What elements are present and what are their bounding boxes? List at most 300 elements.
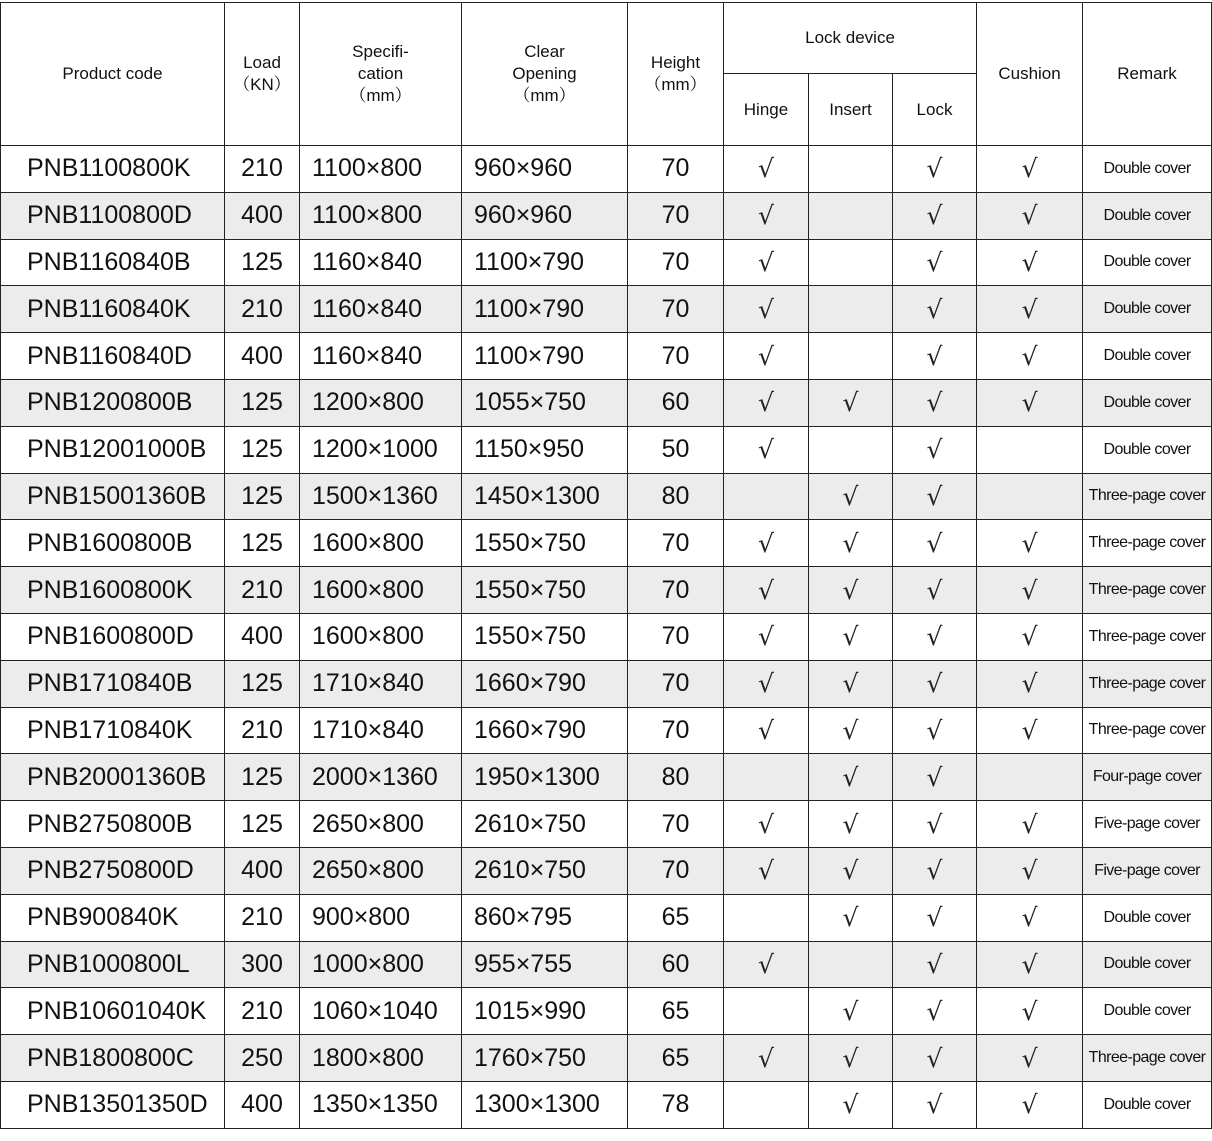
clear-opening-cell: 860×795 — [462, 894, 628, 941]
height-cell: 70 — [628, 239, 724, 286]
header-insert: Insert — [809, 74, 893, 146]
cushion-check-cell — [977, 520, 1083, 567]
remark-cell: Three-page cover — [1083, 520, 1212, 567]
hinge-check-cell — [724, 333, 809, 380]
product-code-cell: PNB1100800D — [1, 192, 225, 239]
lock-check-cell — [893, 473, 977, 520]
remark-cell: Four-page cover — [1083, 754, 1212, 801]
cushion-check-cell — [977, 379, 1083, 426]
table-row — [1, 613, 1212, 660]
specification-cell: 1710×840 — [300, 707, 462, 754]
insert-check-cell — [809, 333, 893, 380]
specification-cell: 2650×800 — [300, 801, 462, 848]
lock-check-cell — [893, 239, 977, 286]
header-cushion: Cushion — [977, 3, 1083, 146]
table-row — [1, 192, 1212, 239]
cushion-check-cell — [977, 801, 1083, 848]
table-body — [1, 146, 1212, 1129]
hinge-check-cell — [724, 520, 809, 567]
specification-cell: 1200×800 — [300, 379, 462, 426]
height-cell: 70 — [628, 567, 724, 614]
hinge-check-cell — [724, 1035, 809, 1082]
insert-check-cell — [809, 754, 893, 801]
load-cell: 400 — [225, 333, 300, 380]
specification-cell: 1060×1040 — [300, 988, 462, 1035]
table-row — [1, 333, 1212, 380]
specification-cell: 1100×800 — [300, 146, 462, 193]
table-row — [1, 707, 1212, 754]
check-mark-icon: √ — [1021, 809, 1038, 839]
product-code-cell: PNB1000800L — [1, 941, 225, 988]
check-mark-icon: √ — [842, 903, 859, 933]
lock-check-cell — [893, 192, 977, 239]
height-cell: 70 — [628, 286, 724, 333]
lock-check-cell — [893, 1081, 977, 1128]
clear-opening-cell: 1100×790 — [462, 286, 628, 333]
clear-opening-cell: 1950×1300 — [462, 754, 628, 801]
height-cell: 70 — [628, 801, 724, 848]
check-mark-icon: √ — [1021, 201, 1038, 231]
table-row — [1, 473, 1212, 520]
clear-opening-cell: 1550×750 — [462, 567, 628, 614]
load-cell: 210 — [225, 146, 300, 193]
check-mark-icon: √ — [926, 903, 943, 933]
load-cell: 125 — [225, 801, 300, 848]
check-mark-icon: √ — [1021, 949, 1038, 979]
check-mark-icon: √ — [926, 949, 943, 979]
clear-opening-cell: 1100×790 — [462, 333, 628, 380]
remark-cell: Double cover — [1083, 988, 1212, 1035]
check-mark-icon: √ — [842, 1043, 859, 1073]
lock-check-cell — [893, 988, 977, 1035]
insert-check-cell — [809, 146, 893, 193]
clear-opening-cell: 960×960 — [462, 192, 628, 239]
clear-opening-cell: 1760×750 — [462, 1035, 628, 1082]
clear-opening-cell: 1660×790 — [462, 660, 628, 707]
product-code-cell: PNB1160840D — [1, 333, 225, 380]
cushion-check-cell — [977, 239, 1083, 286]
load-cell: 210 — [225, 894, 300, 941]
check-mark-icon: √ — [842, 622, 859, 652]
remark-cell: Three-page cover — [1083, 613, 1212, 660]
remark-cell: Double cover — [1083, 1081, 1212, 1128]
check-mark-icon: √ — [926, 1043, 943, 1073]
load-cell: 125 — [225, 379, 300, 426]
product-code-cell: PNB20001360B — [1, 754, 225, 801]
load-cell: 210 — [225, 286, 300, 333]
header-clear-opening: Clear Opening （mm） — [462, 3, 628, 146]
check-mark-icon: √ — [926, 1090, 943, 1120]
height-cell: 70 — [628, 613, 724, 660]
check-mark-icon: √ — [758, 715, 774, 745]
specification-cell: 1000×800 — [300, 941, 462, 988]
hinge-check-cell — [724, 707, 809, 754]
table-row — [1, 754, 1212, 801]
insert-check-cell — [809, 286, 893, 333]
check-mark-icon: √ — [758, 341, 774, 371]
product-code-cell: PNB1710840B — [1, 660, 225, 707]
height-cell: 65 — [628, 988, 724, 1035]
hinge-check-cell — [724, 754, 809, 801]
check-mark-icon: √ — [842, 575, 859, 605]
specification-cell: 900×800 — [300, 894, 462, 941]
remark-cell: Double cover — [1083, 146, 1212, 193]
height-cell: 70 — [628, 192, 724, 239]
check-mark-icon: √ — [842, 715, 859, 745]
check-mark-icon: √ — [758, 201, 774, 231]
remark-cell: Double cover — [1083, 379, 1212, 426]
specification-cell: 1800×800 — [300, 1035, 462, 1082]
table-row — [1, 567, 1212, 614]
header-hinge: Hinge — [724, 74, 809, 146]
check-mark-icon: √ — [926, 715, 943, 745]
check-mark-icon: √ — [926, 388, 943, 418]
table-row — [1, 286, 1212, 333]
remark-cell: Three-page cover — [1083, 660, 1212, 707]
load-cell: 400 — [225, 613, 300, 660]
insert-check-cell — [809, 1035, 893, 1082]
product-code-cell: PNB1800800C — [1, 1035, 225, 1082]
load-cell: 210 — [225, 707, 300, 754]
check-mark-icon: √ — [842, 1090, 859, 1120]
header-height: Height （mm） — [628, 3, 724, 146]
cushion-check-cell — [977, 613, 1083, 660]
check-mark-icon: √ — [758, 669, 774, 699]
height-cell: 60 — [628, 941, 724, 988]
hinge-check-cell — [724, 286, 809, 333]
clear-opening-cell: 1300×1300 — [462, 1081, 628, 1128]
insert-check-cell — [809, 613, 893, 660]
check-mark-icon: √ — [842, 388, 859, 418]
remark-cell: Three-page cover — [1083, 567, 1212, 614]
clear-opening-cell: 1015×990 — [462, 988, 628, 1035]
specification-cell: 1160×840 — [300, 239, 462, 286]
table-row — [1, 426, 1212, 473]
hinge-check-cell — [724, 473, 809, 520]
clear-opening-cell: 1150×950 — [462, 426, 628, 473]
insert-check-cell — [809, 894, 893, 941]
check-mark-icon: √ — [842, 669, 859, 699]
cushion-check-cell — [977, 660, 1083, 707]
check-mark-icon: √ — [926, 575, 943, 605]
cushion-check-cell — [977, 473, 1083, 520]
remark-cell: Five-page cover — [1083, 801, 1212, 848]
lock-check-cell — [893, 426, 977, 473]
product-code-cell: PNB2750800D — [1, 847, 225, 894]
check-mark-icon: √ — [926, 435, 943, 465]
load-cell: 125 — [225, 473, 300, 520]
hinge-check-cell — [724, 567, 809, 614]
hinge-check-cell — [724, 613, 809, 660]
height-cell: 65 — [628, 894, 724, 941]
load-cell: 400 — [225, 192, 300, 239]
header-lock-device: Lock device — [724, 3, 977, 74]
check-mark-icon: √ — [1021, 622, 1038, 652]
load-cell: 300 — [225, 941, 300, 988]
insert-check-cell — [809, 660, 893, 707]
check-mark-icon: √ — [926, 528, 943, 558]
table-row — [1, 894, 1212, 941]
insert-check-cell — [809, 567, 893, 614]
cushion-check-cell — [977, 192, 1083, 239]
specification-cell: 1710×840 — [300, 660, 462, 707]
lock-check-cell — [893, 941, 977, 988]
check-mark-icon: √ — [1021, 856, 1038, 886]
product-code-cell: PNB1710840K — [1, 707, 225, 754]
remark-cell: Double cover — [1083, 894, 1212, 941]
header-load: Load （KN） — [225, 3, 300, 146]
insert-check-cell — [809, 192, 893, 239]
insert-check-cell — [809, 1081, 893, 1128]
hinge-check-cell — [724, 660, 809, 707]
specification-cell: 1600×800 — [300, 520, 462, 567]
check-mark-icon: √ — [842, 809, 859, 839]
remark-cell: Double cover — [1083, 239, 1212, 286]
height-cell: 70 — [628, 520, 724, 567]
check-mark-icon: √ — [1021, 388, 1038, 418]
hinge-check-cell — [724, 239, 809, 286]
product-code-cell: PNB900840K — [1, 894, 225, 941]
load-cell: 250 — [225, 1035, 300, 1082]
table-row — [1, 988, 1212, 1035]
check-mark-icon: √ — [758, 856, 774, 886]
clear-opening-cell: 2610×750 — [462, 847, 628, 894]
cushion-check-cell — [977, 988, 1083, 1035]
specification-cell: 1100×800 — [300, 192, 462, 239]
clear-opening-cell: 1550×750 — [462, 520, 628, 567]
table-row — [1, 146, 1212, 193]
lock-check-cell — [893, 894, 977, 941]
table-row — [1, 660, 1212, 707]
specification-cell: 1600×800 — [300, 567, 462, 614]
check-mark-icon: √ — [1021, 715, 1038, 745]
lock-check-cell — [893, 613, 977, 660]
clear-opening-cell: 1660×790 — [462, 707, 628, 754]
product-code-cell: PNB1200800B — [1, 379, 225, 426]
cushion-check-cell — [977, 146, 1083, 193]
insert-check-cell — [809, 520, 893, 567]
lock-check-cell — [893, 286, 977, 333]
height-cell: 50 — [628, 426, 724, 473]
check-mark-icon: √ — [926, 762, 943, 792]
product-code-cell: PNB10601040K — [1, 988, 225, 1035]
table-row — [1, 847, 1212, 894]
check-mark-icon: √ — [758, 388, 774, 418]
check-mark-icon: √ — [1021, 341, 1038, 371]
check-mark-icon: √ — [758, 435, 774, 465]
insert-check-cell — [809, 847, 893, 894]
lock-check-cell — [893, 520, 977, 567]
specification-cell: 1350×1350 — [300, 1081, 462, 1128]
check-mark-icon: √ — [926, 669, 943, 699]
check-mark-icon: √ — [926, 622, 943, 652]
check-mark-icon: √ — [842, 996, 859, 1026]
remark-cell: Double cover — [1083, 192, 1212, 239]
insert-check-cell — [809, 379, 893, 426]
specification-cell: 2000×1360 — [300, 754, 462, 801]
specification-cell: 1500×1360 — [300, 473, 462, 520]
hinge-check-cell — [724, 379, 809, 426]
check-mark-icon: √ — [926, 341, 943, 371]
check-mark-icon: √ — [842, 856, 859, 886]
check-mark-icon: √ — [758, 809, 774, 839]
check-mark-icon: √ — [926, 481, 943, 511]
remark-cell: Five-page cover — [1083, 847, 1212, 894]
check-mark-icon: √ — [758, 528, 774, 558]
insert-check-cell — [809, 707, 893, 754]
hinge-check-cell — [724, 988, 809, 1035]
product-code-cell: PNB1600800D — [1, 613, 225, 660]
height-cell: 70 — [628, 847, 724, 894]
clear-opening-cell: 2610×750 — [462, 801, 628, 848]
specification-cell: 1600×800 — [300, 613, 462, 660]
product-code-cell: PNB1100800K — [1, 146, 225, 193]
clear-opening-cell: 960×960 — [462, 146, 628, 193]
height-cell: 80 — [628, 473, 724, 520]
check-mark-icon: √ — [1021, 294, 1038, 324]
hinge-check-cell — [724, 426, 809, 473]
lock-check-cell — [893, 707, 977, 754]
lock-check-cell — [893, 801, 977, 848]
insert-check-cell — [809, 801, 893, 848]
specification-cell: 2650×800 — [300, 847, 462, 894]
load-cell: 400 — [225, 847, 300, 894]
table-row — [1, 239, 1212, 286]
load-cell: 125 — [225, 520, 300, 567]
table-row — [1, 1035, 1212, 1082]
remark-cell: Double cover — [1083, 426, 1212, 473]
table-row — [1, 941, 1212, 988]
hinge-check-cell — [724, 192, 809, 239]
check-mark-icon: √ — [758, 949, 774, 979]
table-row — [1, 1081, 1212, 1128]
lock-check-cell — [893, 379, 977, 426]
height-cell: 60 — [628, 379, 724, 426]
hinge-check-cell — [724, 801, 809, 848]
specification-cell: 1200×1000 — [300, 426, 462, 473]
remark-cell: Three-page cover — [1083, 473, 1212, 520]
load-cell: 125 — [225, 426, 300, 473]
check-mark-icon: √ — [926, 294, 943, 324]
insert-check-cell — [809, 941, 893, 988]
check-mark-icon: √ — [926, 154, 943, 184]
load-cell: 125 — [225, 754, 300, 801]
table-row — [1, 379, 1212, 426]
check-mark-icon: √ — [1021, 669, 1038, 699]
check-mark-icon: √ — [758, 294, 774, 324]
header-specification: Specifi- cation （mm） — [300, 3, 462, 146]
check-mark-icon: √ — [926, 201, 943, 231]
hinge-check-cell — [724, 1081, 809, 1128]
product-code-cell: PNB12001000B — [1, 426, 225, 473]
cushion-check-cell — [977, 426, 1083, 473]
check-mark-icon: √ — [758, 575, 774, 605]
product-code-cell: PNB15001360B — [1, 473, 225, 520]
height-cell: 70 — [628, 146, 724, 193]
hinge-check-cell — [724, 847, 809, 894]
cushion-check-cell — [977, 894, 1083, 941]
height-cell: 78 — [628, 1081, 724, 1128]
clear-opening-cell: 1550×750 — [462, 613, 628, 660]
check-mark-icon: √ — [926, 856, 943, 886]
cushion-check-cell — [977, 847, 1083, 894]
check-mark-icon: √ — [1021, 903, 1038, 933]
check-mark-icon: √ — [842, 528, 859, 558]
check-mark-icon: √ — [758, 154, 774, 184]
lock-check-cell — [893, 146, 977, 193]
load-cell: 125 — [225, 239, 300, 286]
cushion-check-cell — [977, 1035, 1083, 1082]
check-mark-icon: √ — [758, 622, 774, 652]
cushion-check-cell — [977, 1081, 1083, 1128]
lock-check-cell — [893, 567, 977, 614]
height-cell: 70 — [628, 660, 724, 707]
check-mark-icon: √ — [758, 247, 774, 277]
lock-check-cell — [893, 847, 977, 894]
clear-opening-cell: 1450×1300 — [462, 473, 628, 520]
insert-check-cell — [809, 988, 893, 1035]
height-cell: 65 — [628, 1035, 724, 1082]
product-code-cell: PNB2750800B — [1, 801, 225, 848]
height-cell: 80 — [628, 754, 724, 801]
product-code-cell: PNB1600800B — [1, 520, 225, 567]
clear-opening-cell: 955×755 — [462, 941, 628, 988]
cushion-check-cell — [977, 286, 1083, 333]
clear-opening-cell: 1055×750 — [462, 379, 628, 426]
check-mark-icon: √ — [1021, 575, 1038, 605]
insert-check-cell — [809, 426, 893, 473]
check-mark-icon: √ — [842, 762, 859, 792]
cushion-check-cell — [977, 754, 1083, 801]
remark-cell: Double cover — [1083, 941, 1212, 988]
lock-check-cell — [893, 333, 977, 380]
hinge-check-cell — [724, 941, 809, 988]
lock-check-cell — [893, 660, 977, 707]
remark-cell: Three-page cover — [1083, 707, 1212, 754]
cushion-check-cell — [977, 567, 1083, 614]
check-mark-icon: √ — [1021, 1043, 1038, 1073]
specification-cell: 1160×840 — [300, 286, 462, 333]
height-cell: 70 — [628, 707, 724, 754]
header-product-code: Product code — [1, 3, 225, 146]
check-mark-icon: √ — [926, 996, 943, 1026]
check-mark-icon: √ — [842, 481, 859, 511]
check-mark-icon: √ — [1021, 247, 1038, 277]
table-row — [1, 801, 1212, 848]
check-mark-icon: √ — [1021, 1090, 1038, 1120]
product-code-cell: PNB13501350D — [1, 1081, 225, 1128]
load-cell: 210 — [225, 567, 300, 614]
product-code-cell: PNB1160840K — [1, 286, 225, 333]
remark-cell: Double cover — [1083, 286, 1212, 333]
cushion-check-cell — [977, 333, 1083, 380]
specification-cell: 1160×840 — [300, 333, 462, 380]
remark-cell: Three-page cover — [1083, 1035, 1212, 1082]
check-mark-icon: √ — [926, 247, 943, 277]
cushion-check-cell — [977, 707, 1083, 754]
check-mark-icon: √ — [758, 1043, 774, 1073]
height-cell: 70 — [628, 333, 724, 380]
insert-check-cell — [809, 473, 893, 520]
check-mark-icon: √ — [1021, 154, 1038, 184]
check-mark-icon: √ — [1021, 996, 1038, 1026]
header-remark: Remark — [1083, 3, 1212, 146]
product-spec-table — [0, 2, 1212, 1129]
insert-check-cell — [809, 239, 893, 286]
check-mark-icon: √ — [1021, 528, 1038, 558]
product-code-cell: PNB1600800K — [1, 567, 225, 614]
hinge-check-cell — [724, 894, 809, 941]
